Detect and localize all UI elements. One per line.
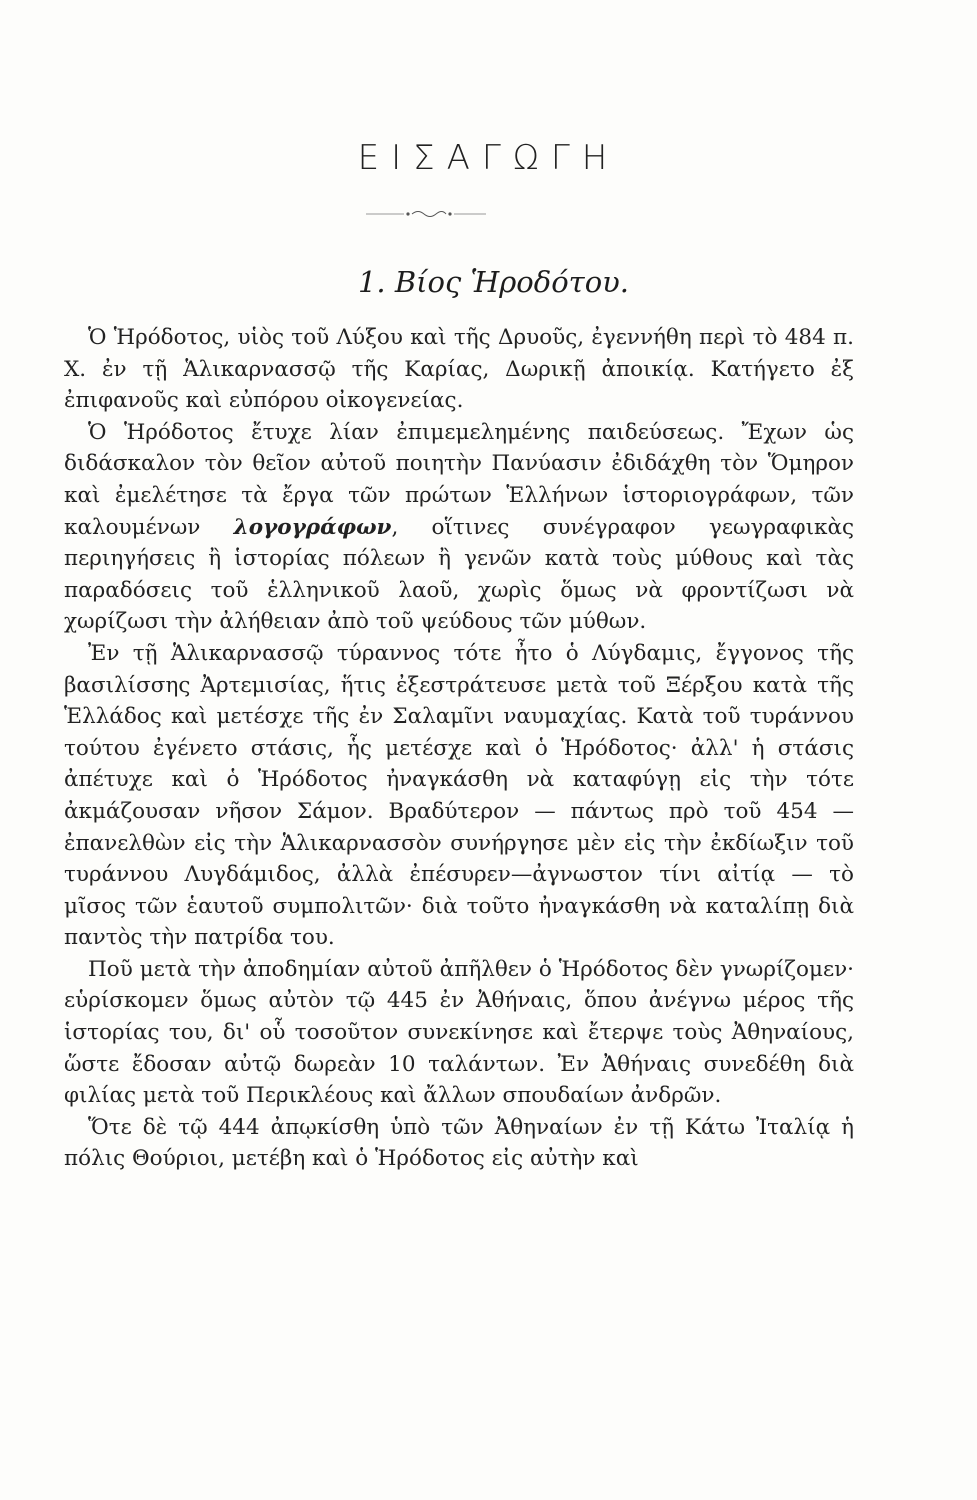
paragraph xyxy=(64,638,854,954)
body-text xyxy=(64,322,854,1175)
paragraph xyxy=(64,417,854,638)
paragraph-text: Ποῦ μετὰ τὴν ἀποδημίαν αὐτοῦ ἀπῆλθεν ὁ Ἡρόδοτος δὲν γνωρίζομεν· εὑρίσκομεν ὅμως αὐτὸν τῷ 445 ἐν Ἀθήναις, ὅπου ἀνέγνω μέρος τῆς ἱστορίας του, δι' οὗ τοσοῦτον συνεκίνησε καὶ ἔτερψε τοὺς Ἀθηναίους, ὥστε ἔδοσαν αὐτῷ δωρεὰν 10 ταλάντων. Ἐν Ἀθήναις συνεδέθη διὰ φιλίας μετὰ τοῦ Περικλέους καὶ ἄλλων σπουδαίων ἀνδρῶν. xyxy=(64,956,854,1109)
paragraph-text: , οἵτινες συνέγραφον γεωγραφικὰς περιηγήσεις ἢ ἱστορίας πόλεων ἢ γενῶν κατὰ τοὺς μύθους καὶ τὰς παραδόσεις τοῦ ἑλληνικοῦ λαοῦ, χωρὶς ὅμως νὰ φροντίζωσι νὰ χωρίζωσι τὴν ἀλήθειαν ἀπὸ τοῦ ψεύδους τῶν μύθων. xyxy=(64,514,854,635)
paragraph xyxy=(64,1112,854,1175)
emphasized-term: λογογράφων xyxy=(233,514,392,540)
ornament-divider-icon xyxy=(366,204,486,224)
section-title: 1. Βίος Ἡροδότου. xyxy=(357,265,630,299)
paragraph-text: Ὁ Ἡρόδοτος ἔτυχε λίαν ἐπιμεμελημένης παιδεύσεως. Ἔχων ὡς διδάσκαλον τὸν θεῖον αὐτοῦ ποιητὴν Πανύασιν ἐδιδάχθη τὸν Ὅμηρον καὶ ἐμελέτησε τὰ ἔργα τῶν πρώτων Ἑλλήνων ἱστοριογράφων, τῶν καλουμένων xyxy=(64,419,854,540)
paragraph xyxy=(64,322,854,417)
chapter-heading: ΕΙΣΑΓΩΓΗ xyxy=(357,138,620,178)
paragraph xyxy=(64,954,854,1112)
paragraph-text: Ἐν τῇ Ἁλικαρνασσῷ τύραννος τότε ἦτο ὁ Λύγδαμις, ἔγγονος τῆς βασιλίσσης Ἀρτεμισίας, ἥτις ἐξεστράτευσε μετὰ τοῦ Ξέρξου κατὰ τῆς Ἑλλάδος καὶ μετέσχε τῆς ἐν Σαλαμῖνι ναυμαχίας. Κατὰ τοῦ τυράννου τούτου ἐγένετο στάσις, ἧς μετέσχε καὶ ὁ Ἡρόδοτος· ἀλλ' ἡ στάσις ἀπέτυχε καὶ ὁ Ἡρόδοτος ἠναγκάσθη νὰ καταφύγῃ εἰς τὴν τότε ἀκμάζουσαν νῆσον Σάμον. Βραδύτερον — πάντως πρὸ τοῦ 454 — ἐπανελθὼν εἰς τὴν Ἁλικαρνασσὸν συνήργησε μὲν εἰς τὴν ἐκδίωξιν τοῦ τυράννου Λυγδάμιδος, ἀλλὰ ἐπέσυρεν—ἀγνωστον τίνι αἰτίᾳ — τὸ μῖσος τῶν ἑαυτοῦ συμπολιτῶν· διὰ τοῦτο ἠναγκάσθη νὰ καταλίπῃ διὰ παντὸς τὴν πατρίδα του. xyxy=(64,640,854,951)
paragraph-text: Ὅτε δὲ τῷ 444 ἀπῳκίσθη ὑπὸ τῶν Ἀθηναίων ἐν τῇ Κάτω Ἰταλίᾳ ἡ πόλις Θούριοι, μετέβη καὶ ὁ Ἡρόδοτος εἰς αὐτὴν καὶ xyxy=(64,1114,854,1172)
paragraph-text: Ὁ Ἡρόδοτος, υἱὸς τοῦ Λύξου καὶ τῆς Δρυοῦς, ἐγεννήθη περὶ τὸ 484 π. Χ. ἐν τῇ Ἁλικαρνασσῷ τῆς Καρίας, Δωρικῇ ἀποικίᾳ. Κατήγετο ἐξ ἐπιφανοῦς καὶ εὐπόρου οἰκογενείας. xyxy=(64,325,854,414)
